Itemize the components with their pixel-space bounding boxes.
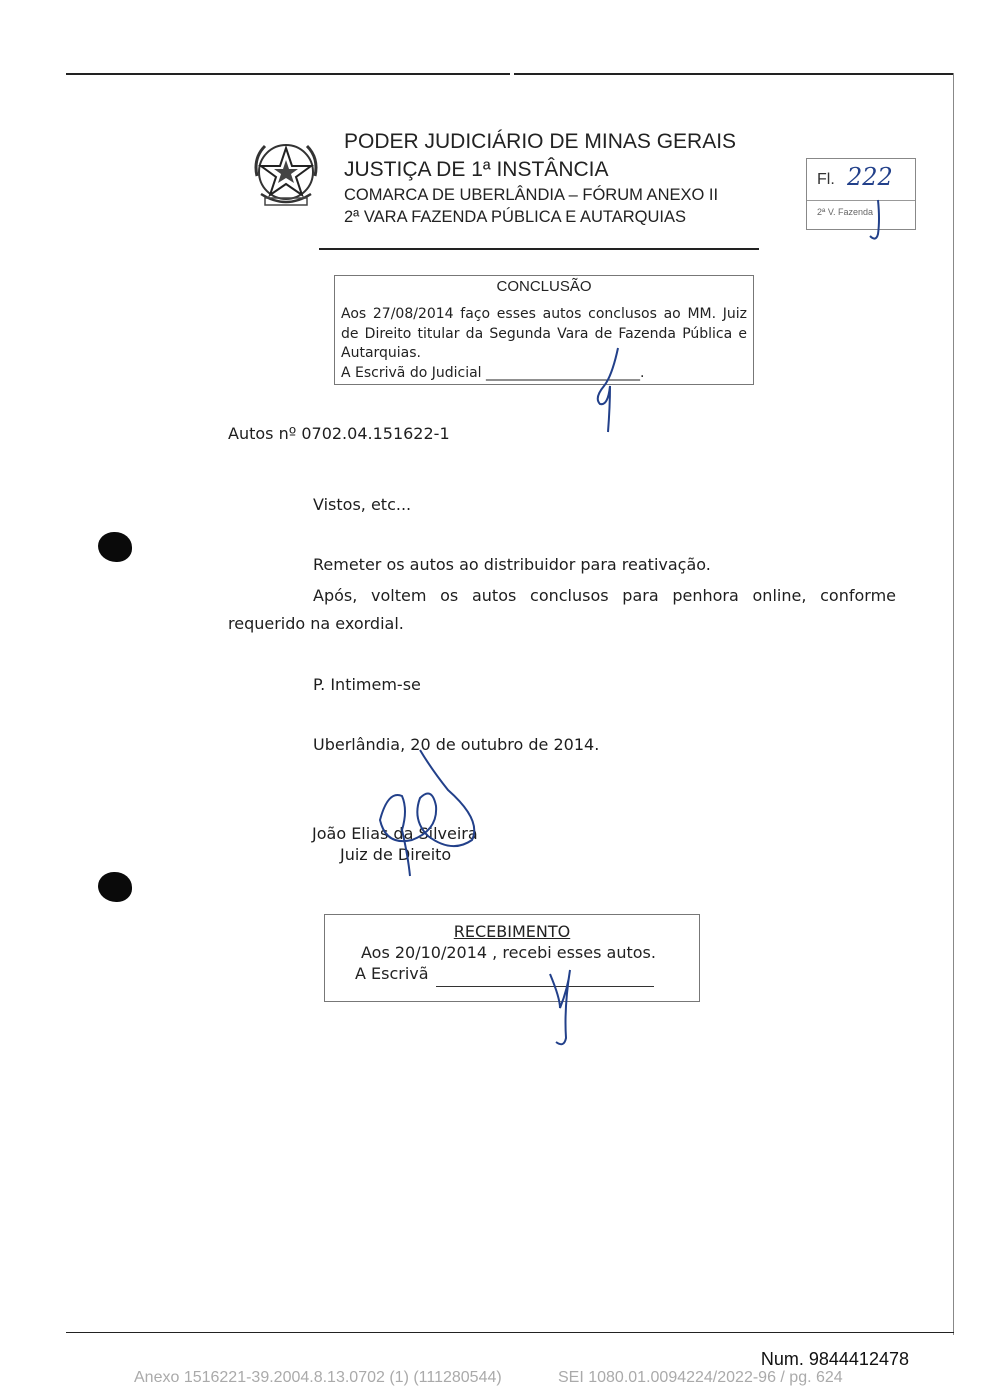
place-date: Uberlândia, 20 de outubro de 2014. (313, 735, 600, 754)
folio-stamp (806, 158, 916, 230)
header-comarca: COMARCA DE UBERLÂNDIA – FÓRUM ANEXO II (344, 186, 719, 204)
recebimento-signature (548, 968, 574, 1050)
header-vara: 2ª VARA FAZENDA PÚBLICA E AUTARQUIAS (344, 208, 687, 226)
top-border-left (66, 73, 510, 75)
document-number: Num. 9844412478 (760, 1349, 909, 1369)
recebimento-signature-line (436, 986, 654, 987)
recebimento-title: RECEBIMENTO (453, 922, 571, 941)
top-border-right (514, 73, 954, 75)
recebimento-text: Aos 20/10/2014 , recebi esses autos. (361, 943, 656, 962)
folio-number: 222 (847, 163, 893, 191)
punch-hole-upper (98, 532, 132, 562)
judge-name: João Elias da Silveira (312, 824, 478, 843)
judge-role: Juiz de Direito (340, 845, 452, 864)
paragraph-apos-first: Após, voltem os autos conclusos para penhora online, conforme (313, 586, 896, 605)
conclusao-title: CONCLUSÃO (496, 278, 592, 295)
header-judiciary: PODER JUDICIÁRIO DE MINAS GERAIS (344, 130, 737, 153)
escriva-signature (592, 346, 622, 436)
conclusao-text: Aos 27/08/2014 faço esses autos conclusos ao MM. Juiz de Direito titular da Segunda Vara de Fazenda Pública e Autarquias. (341, 306, 747, 361)
intimem-line: P. Intimem-se (313, 675, 421, 694)
bottom-border (66, 1332, 954, 1333)
paragraph-apos-cont: requerido na exordial. (228, 614, 404, 633)
folio-label: Fl. (817, 171, 835, 188)
header-underline (319, 248, 759, 250)
folio-initial-mark (868, 200, 888, 242)
conclusao-body (341, 305, 747, 383)
conclusao-stamp (334, 275, 754, 385)
footer-anexo: Anexo 1516221-39.2004.8.13.0702 (1) (111280544) (134, 1369, 502, 1386)
folio-divider (807, 200, 915, 201)
autos-number: Autos nº 0702.04.151622-1 (228, 424, 450, 443)
paragraph-remeter: Remeter os autos ao distribuidor para reativação. (313, 555, 711, 574)
folio-vara: 2ª V. Fazenda (817, 207, 874, 217)
footer-sei: SEI 1080.01.0094224/2022-96 / pg. 624 (558, 1369, 843, 1386)
header-instance: JUSTIÇA DE 1ª INSTÂNCIA (344, 158, 609, 181)
recebimento-stamp (324, 914, 700, 1002)
punch-hole-lower (98, 872, 132, 902)
right-border (953, 73, 954, 1335)
recebimento-escriva: A Escrivã (355, 964, 429, 983)
vistos-line: Vistos, etc... (313, 495, 412, 514)
coat-of-arms-seal-icon (247, 136, 325, 214)
judge-signature (372, 750, 487, 880)
conclusao-escriva: A Escrivã do Judicial ______________________. (341, 364, 645, 381)
